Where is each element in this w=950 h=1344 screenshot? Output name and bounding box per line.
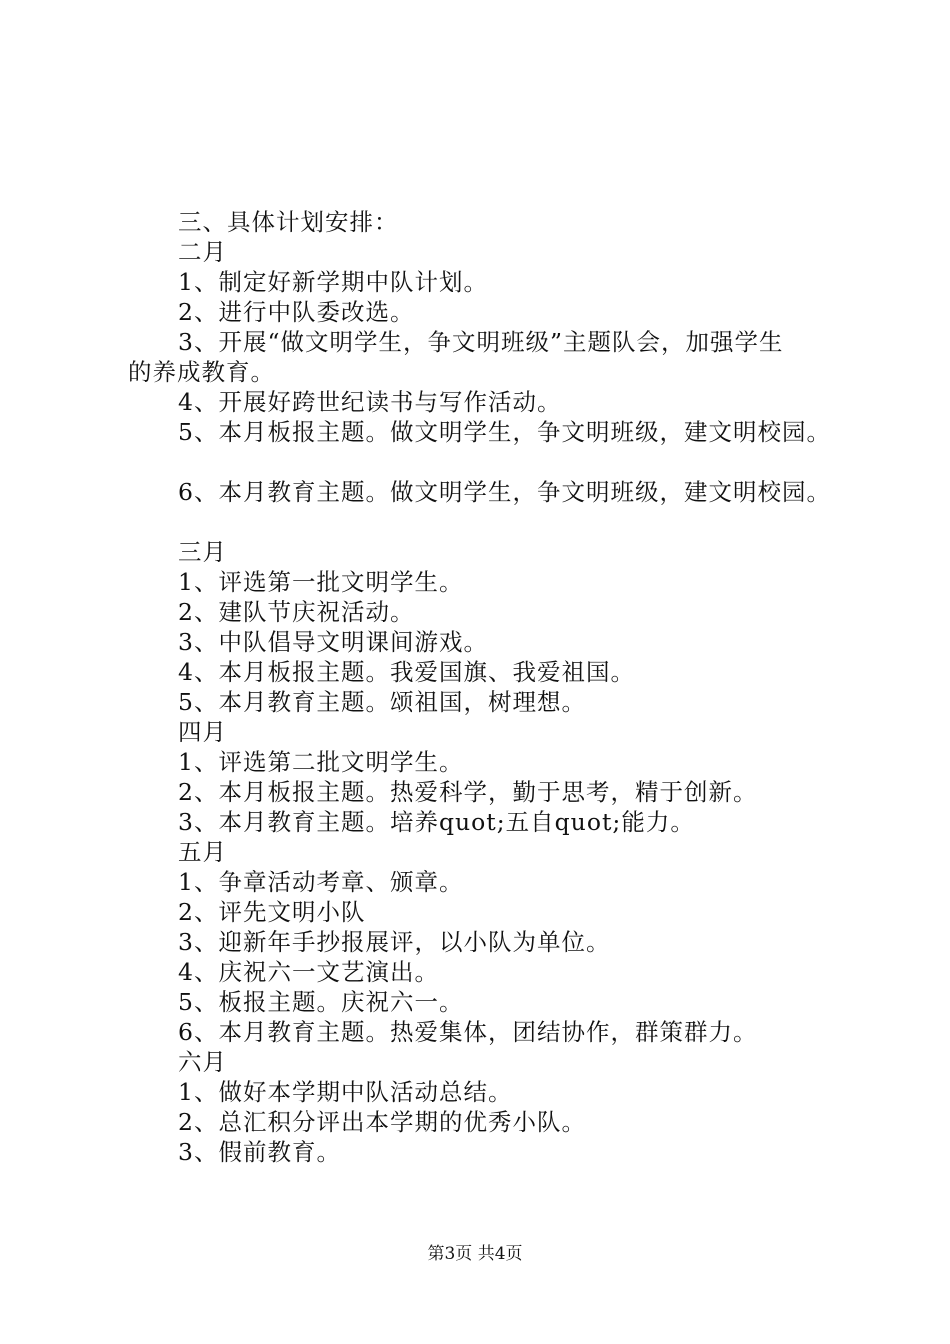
list-item: 6、本月教育主题。热爱集体，团结协作，群策群力。 [178, 1018, 758, 1046]
list-item: 1、做好本学期中队活动总结。 [178, 1078, 513, 1106]
page-number-footer: 第3页 共4页 [427, 1244, 523, 1264]
list-item: 1、评选第二批文明学生。 [178, 748, 464, 776]
list-item: 4、庆祝六一文艺演出。 [178, 958, 439, 986]
list-item: 3、本月教育主题。培养quot;五自quot;能力。 [178, 808, 695, 836]
list-item: 1、争章活动考章、颁章。 [178, 868, 464, 896]
list-item: 2、建队节庆祝活动。 [178, 598, 415, 626]
month-title-feb: 二月 [178, 238, 227, 266]
list-item: 2、进行中队委改选。 [178, 298, 415, 326]
list-item: 5、板报主题。庆祝六一。 [178, 988, 464, 1016]
list-item: 4、开展好跨世纪读书与写作活动。 [178, 388, 562, 416]
month-title-jun: 六月 [178, 1048, 227, 1076]
list-item: 2、本月板报主题。热爱科学，勤于思考，精于创新。 [178, 778, 758, 806]
list-item: 2、总汇积分评出本学期的优秀小队。 [178, 1108, 586, 1136]
list-item: 6、本月教育主题。做文明学生，争文明班级，建文明校园。 [178, 478, 831, 506]
list-item: 5、本月教育主题。颂祖国，树理想。 [178, 688, 586, 716]
list-item: 5、本月板报主题。做文明学生，争文明班级，建文明校园。 [178, 418, 831, 446]
section-heading: 三、具体计划安排： [178, 208, 399, 236]
month-title-apr: 四月 [178, 718, 227, 746]
month-title-mar: 三月 [178, 538, 227, 566]
list-item: 3、假前教育。 [178, 1138, 341, 1166]
month-title-may: 五月 [178, 838, 227, 866]
list-item: 3、迎新年手抄报展评，以小队为单位。 [178, 928, 611, 956]
list-item: 1、制定好新学期中队计划。 [178, 268, 488, 296]
list-item-continuation: 的养成教育。 [128, 358, 275, 386]
list-item: 3、中队倡导文明课间游戏。 [178, 628, 488, 656]
list-item: 3、开展“做文明学生，争文明班级”主题队会，加强学生 [178, 328, 784, 356]
list-item: 1、评选第一批文明学生。 [178, 568, 464, 596]
list-item: 4、本月板报主题。我爱国旗、我爱祖国。 [178, 658, 635, 686]
list-item: 2、评先文明小队 [178, 898, 366, 926]
